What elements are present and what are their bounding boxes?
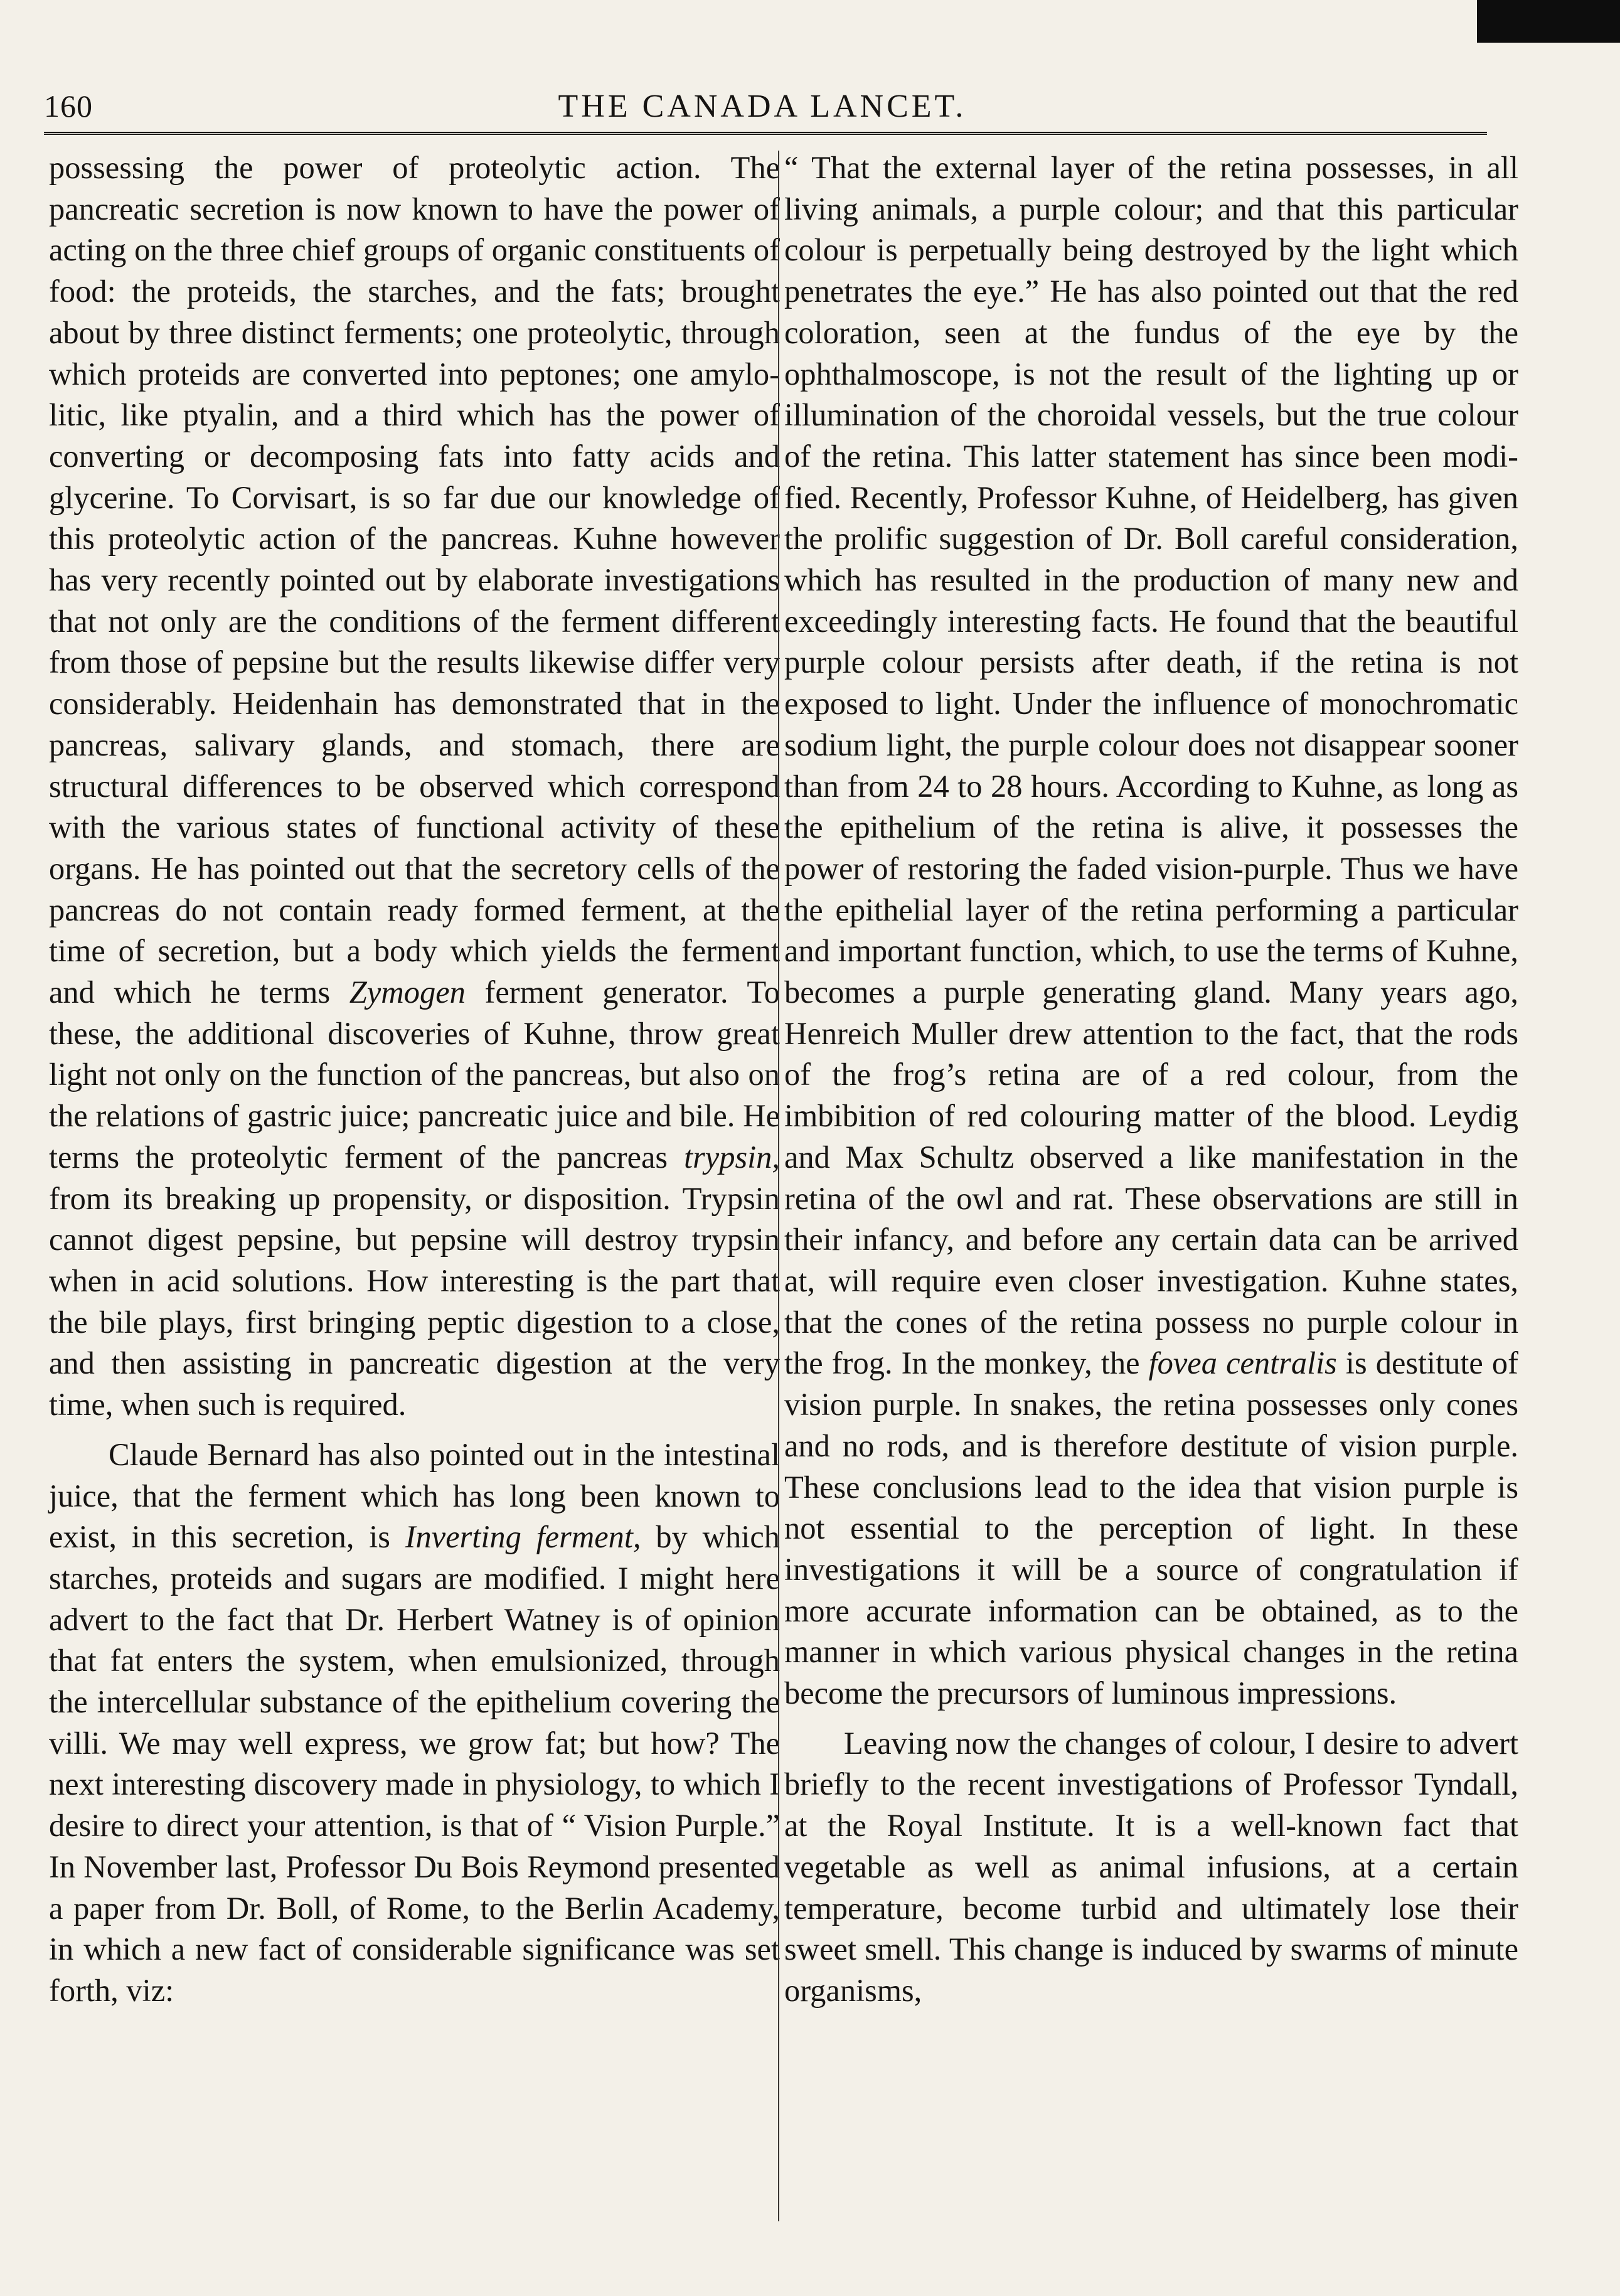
column-divider	[778, 151, 779, 2221]
page-header	[44, 88, 1481, 132]
header-rule	[44, 132, 1487, 135]
left-paragraph-2: Claude Bernard has also pointed out in the intestinal juice, that the ferment which has long been known to exist, in this secretion, is Inverting ferment, by which starches, proteids and sugars are modified. I might here advert to the fact that Dr. Herbert Watney is of opinion that fat enters the system, when emulsionized, through the intercellular substance of the epithelium covering the villi. We may well express, we grow fat; but how? The next interesting discovery made in physiology, to which I desire to direct your attention, is that of “ Vision Purple.” In November last, Professor Du Bois Reymond presented a paper from Dr. Boll, of Rome, to the Berlin Academy, in which a new fact of considerable significance was set forth, viz:	[49, 1436, 780, 2008]
left-column	[49, 147, 780, 2012]
running-title: THE CANADA LANCET.	[558, 88, 967, 124]
term-fovea-centralis: fovea centralis	[1148, 1345, 1337, 1381]
page-number: 160	[44, 88, 93, 124]
right-column	[784, 147, 1518, 2012]
right-paragraph-2: Leaving now the changes of colour, I desire to advert briefly to the recent investigations of Professor Tyndall, at the Royal Institute. It is a well-known fact that vegetable as well as animal infusions, at a certain temperature, become turbid and ultimately lose their sweet smell. This change is induced by swarms of minute organisms,	[784, 1725, 1518, 2008]
page-corner-mark	[1477, 0, 1620, 43]
term-inverting-ferment: Inverting ferment,	[405, 1519, 641, 1555]
term-zymogen: Zymogen	[349, 974, 466, 1010]
term-trypsin: trypsin,	[684, 1139, 780, 1175]
left-paragraph-1: possessing the power of proteolytic action. The pancreatic secretion is now known to have the power of acting on the three chief groups of organic constituents of food: the proteids, the starches, and the fats; brought about by three distinct ferments; one proteolytic, through which proteids are converted into peptones; one amylolitic, like ptyalin, and a third which has the power of converting or decomposing fats into fatty acids and glycerine. To Corvisart, is so far due our knowledge of this proteolytic action of the pancreas. Kuhne however has very recently pointed out by elaborate investigations that not only are the conditions of the ferment different from those of pepsine but the results likewise differ very considerably. Heidenhain has demonstrated that in the pancreas, salivary glands, and stomach, there are structural differences to be observed which correspond with the various states of functional activity of these organs. He has pointed out that the secretory cells of the pancreas do not contain ready formed ferment, at the time of secretion, but a body which yields the ferment and which he terms Zymogen ferment generator. To these, the additional discoveries of Kuhne, throw great light not only on the function of the pancreas, but also on the relations of gastric juice; pancreatic juice and bile. He terms the proteolytic ferment of the pancreas trypsin, from its breaking up propensity, or disposition. Trypsin cannot digest pepsine, but pepsine will destroy trypsin when in acid solutions. How interesting is the part that the bile plays, first bringing peptic digestion to a close, and then assisting in pancreatic digestion at the very time, when such is required.	[49, 150, 780, 1423]
right-paragraph-1: “ That the external layer of the retina possesses, in all living animals, a purple colour; and that this particular colour is perpetually being destroyed by the light which penetrates the eye.” He has also pointed out that the red coloration, seen at the fundus of the eye by the ophthalmoscope, is not the result of the lighting up or illumination of the choroidal vessels, but the true colour of the retina. This latter statement has since been modified. Recently, Professor Kuhne, of Heidelberg, has given the prolific suggestion of Dr. Boll careful consideration, which has resulted in the production of many new and exceedingly interesting facts. He found that the beautiful purple colour persists after death, if the retina is not exposed to light. Under the influence of monochromatic sodium light, the purple colour does not disappear sooner than from 24 to 28 hours. According to Kuhne, as long as the epithelium of the retina is alive, it possesses the power of restoring the faded vision-purple. Thus we have the epithelial layer of the retina performing a particular and important function, which, to use the terms of Kuhne, becomes a purple generating gland. Many years ago, Henreich Muller drew attention to the fact, that the rods of the frog’s retina are of a red colour, from the imbibition of red colouring matter of the blood. Leydig and Max Schultz observed a like manifestation in the retina of the owl and rat. These observations are still in their infancy, and before any certain data can be arrived at, will require even closer investigation. Kuhne states, that the cones of the retina possess no purple colour in the frog. In the monkey, the fovea centralis is destitute of vision purple. In snakes, the retina possesses only cones and no rods, and is therefore destitute of vision purple. These conclusions lead to the idea that vision purple is not essential to the perception of light. In these investigations it will be a source of congratulation if more accurate information can be obtained, as to the manner in which various physical changes in the retina become the precursors of luminous impressions.	[784, 150, 1518, 1711]
